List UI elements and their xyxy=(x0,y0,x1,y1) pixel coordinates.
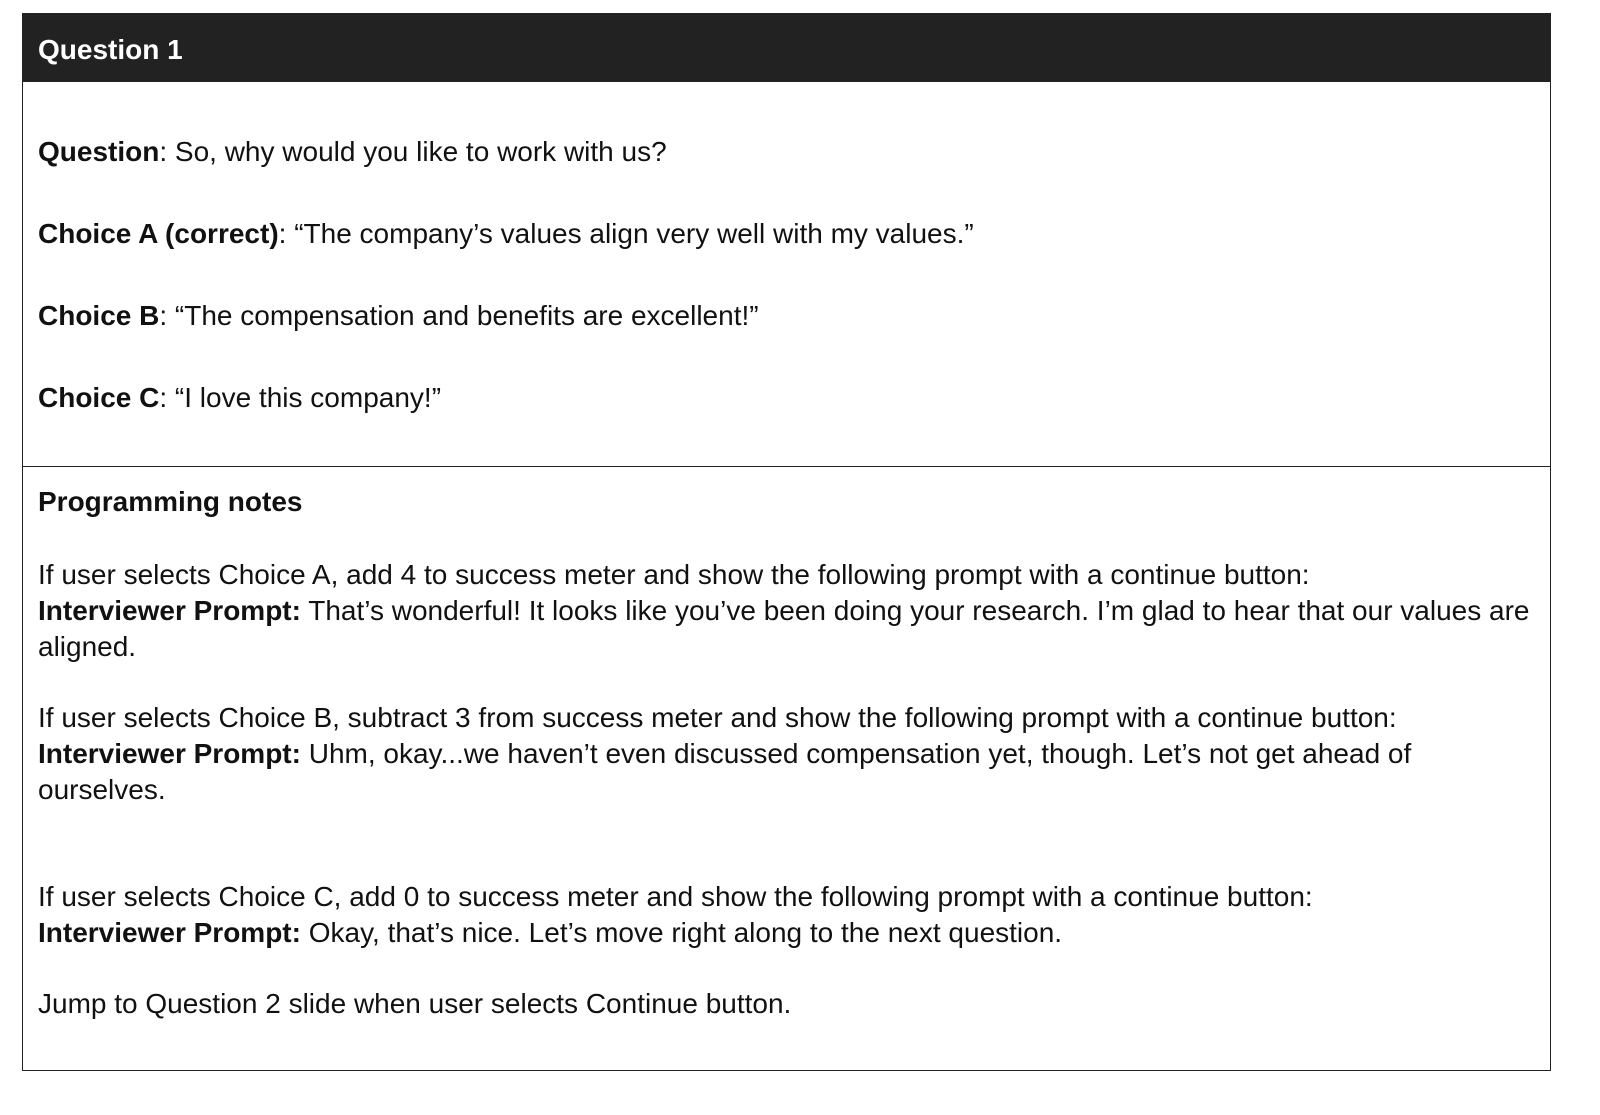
question-text: : So, why would you like to work with us? xyxy=(159,136,667,167)
block-a-prompt-text: That’s wonderful! It looks like you’ve been doing your research. I’m glad to hear that our values are aligned. xyxy=(38,595,1530,662)
choice-b-text: : “The compensation and benefits are excellent!” xyxy=(159,300,759,331)
block-c-prompt xyxy=(38,915,1533,951)
choice-c-text: : “I love this company!” xyxy=(159,382,442,413)
block-c-condition: If user selects Choice C, add 0 to success meter and show the following prompt with a continue button: xyxy=(38,881,1313,912)
choice-a-line xyxy=(38,217,974,251)
block-b-prompt xyxy=(38,736,1533,808)
block-a-prompt-label: Interviewer Prompt: xyxy=(38,595,301,626)
question-label: Question xyxy=(38,136,160,167)
block-c-prompt-label: Interviewer Prompt: xyxy=(38,917,301,948)
question-title: Question 1 xyxy=(38,34,183,65)
choice-c-label: Choice C xyxy=(38,382,160,413)
question-line xyxy=(38,135,667,169)
question-header xyxy=(23,14,1550,82)
block-c-prompt-text: Okay, that’s nice. Let’s move right along to the next question. xyxy=(300,917,1063,948)
notes-block-c xyxy=(38,879,1533,951)
block-b-prompt-text: Uhm, okay...we haven’t even discussed compensation yet, though. Let’s not get ahead of ourselves. xyxy=(38,738,1412,805)
programming-notes-section xyxy=(23,467,1550,1070)
question-choices-section xyxy=(23,82,1550,467)
choice-b-label: Choice B xyxy=(38,300,160,331)
choice-a-label: Choice A (correct) xyxy=(38,218,279,249)
block-b-prompt-label: Interviewer Prompt: xyxy=(38,738,301,769)
block-a-prompt xyxy=(38,593,1533,665)
choice-b-line xyxy=(38,299,759,333)
choice-c-line xyxy=(38,381,441,415)
choice-a-text: : “The company’s values align very well with my values.” xyxy=(278,218,974,249)
notes-block-b xyxy=(38,700,1533,808)
notes-jump-instruction: Jump to Question 2 slide when user selects Continue button. xyxy=(38,988,792,1019)
block-a-condition: If user selects Choice A, add 4 to success meter and show the following prompt with a continue button: xyxy=(38,559,1310,590)
block-b-condition: If user selects Choice B, subtract 3 from success meter and show the following prompt with a continue button: xyxy=(38,702,1397,733)
programming-notes-title: Programming notes xyxy=(38,486,303,517)
notes-block-a xyxy=(38,557,1533,665)
question-card xyxy=(22,13,1551,1071)
